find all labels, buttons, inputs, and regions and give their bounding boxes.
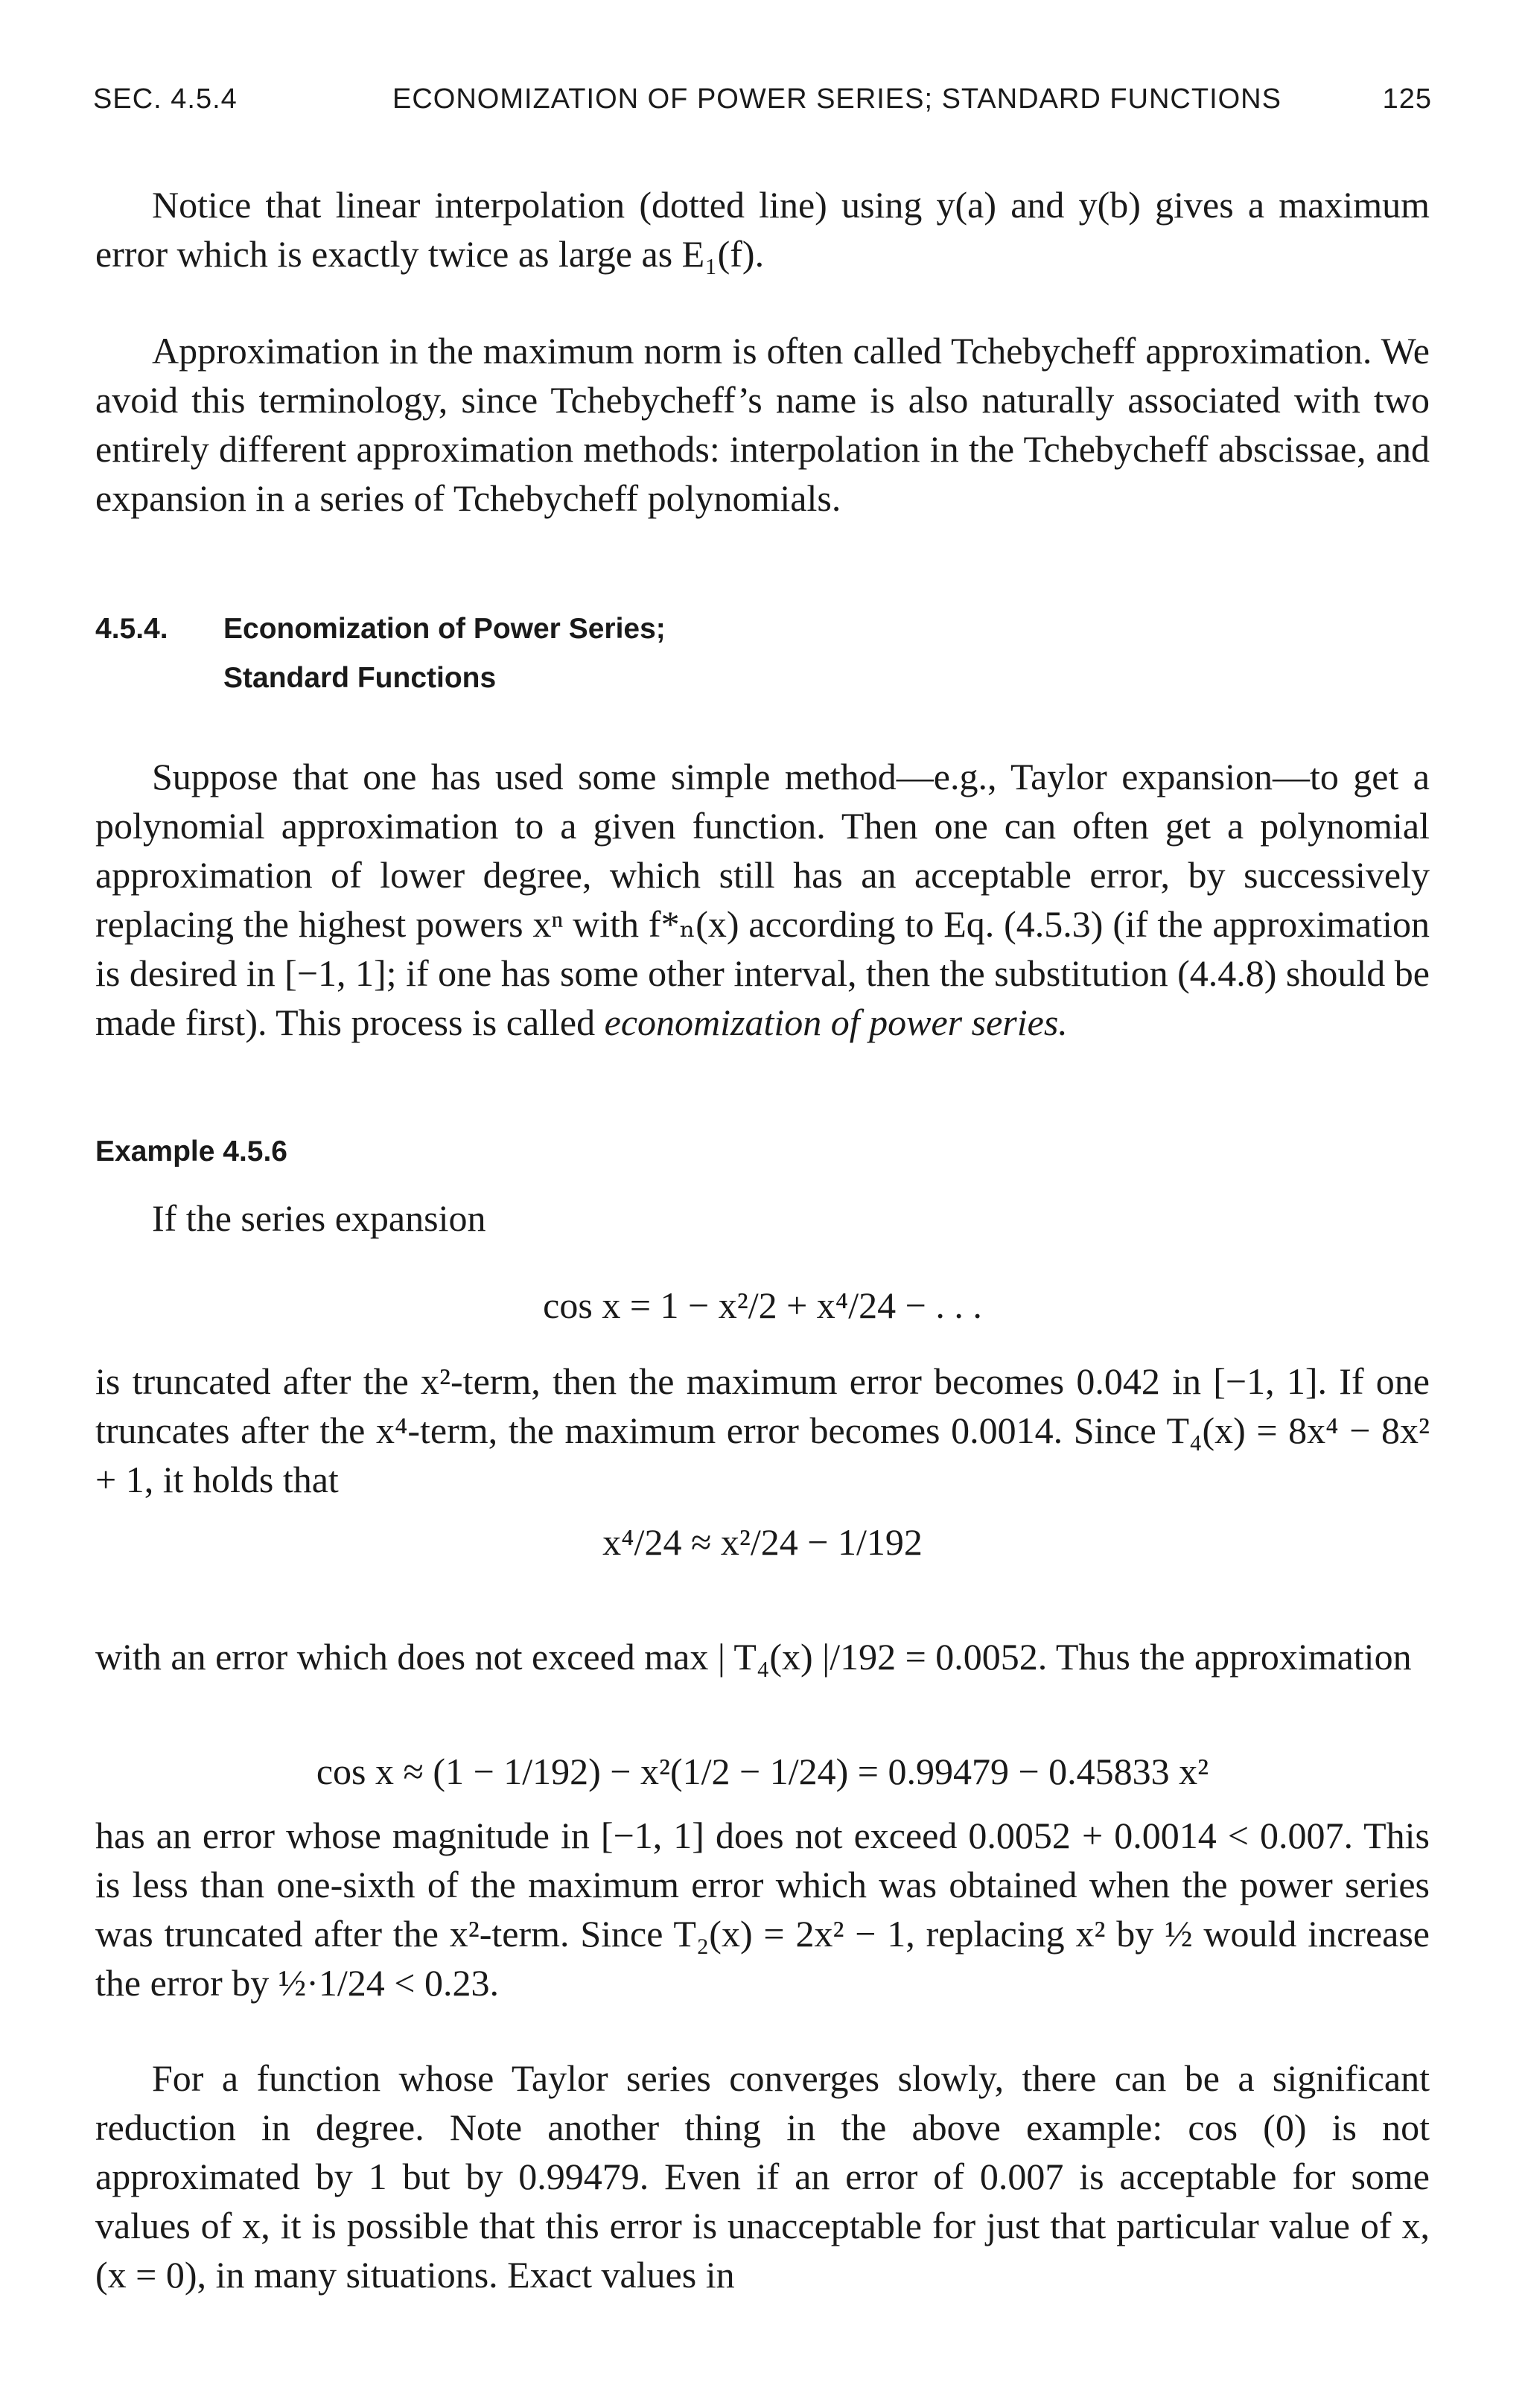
paragraph-economization [95, 752, 1430, 1047]
economization-text: Suppose that one has used some simple method—e.g., Taylor expansion—to get a polynomial approximation to a given function. Then one can often get a polynomial approximation of lower degree, which still has an acceptable error, by successively replacing the highest powers xⁿ with f*ₙ(x) according to Eq. (4.5.3) (if the approximation is desired in [−1, 1]; if one has some other interval, then the substitution (4.4.8) should be made first). This process is called [95, 756, 1430, 1043]
example-label: Example 4.5.6 [95, 1135, 287, 1168]
section-number: 4.5.4. [95, 613, 168, 645]
paragraph-linear-interpolation: Notice that linear interpolation (dotted line) using y(a) and y(b) gives a maximum error which is exactly twice as large as E₁(f). [95, 184, 1430, 275]
paragraph-taylor-slow: For a function whose Taylor series converges slowly, there can be a significant reduction in degree. Note another thing in the above example: cos (0) is not approximated by 1 but by 0.99479. Even if an error of 0.007 is acceptable for some values of x, it is possible that this error is unacceptable for just that particular value of x, (x = 0), in many situations. Exact values in [95, 2057, 1430, 2296]
equation-cos-approx: cos x ≈ (1 − 1/192) − x²(1/2 − 1/24) = 0.99479 − 0.45833 x² [316, 1751, 1209, 1792]
example-paragraph-error: with an error which does not exceed max | T₄(x) |/192 = 0.0052. Thus the approximation [95, 1636, 1412, 1678]
paragraph-tchebycheff: Approximation in the maximum norm is often called Tchebycheff approximation. We avoid this terminology, since Tchebycheff’s name is also naturally associated with two entirely different approximation methods: interpolation in the Tchebycheff abscissae, and expansion in a series of Tchebycheff polynomials. [95, 330, 1430, 519]
equation-x4-approx: x⁴/24 ≈ x²/24 − 1/192 [602, 1521, 923, 1563]
section-heading [95, 605, 666, 703]
example-paragraph-magnitude: has an error whose magnitude in [−1, 1] does not exceed 0.0052 + 0.0014 < 0.007. This is less than one-sixth of the maximum error which was obtained when the power series was truncated after the x²-term. Since T₂(x) = 2x² − 1, replacing x² by ½ would increase the error by ½·1/24 < 0.23. [95, 1815, 1430, 2004]
page-number: 125 [1382, 83, 1432, 115]
example-intro: If the series expansion [152, 1197, 486, 1239]
equation-cos-series: cos x = 1 − x²/2 + x⁴/24 − . . . [543, 1284, 982, 1326]
example-paragraph-truncation: is truncated after the x²-term, then the maximum error becomes 0.042 in [−1, 1]. If one truncates after the x⁴-term, the maximum error becomes 0.0014. Since T₄(x) = 8x⁴ − 8x² + 1, it holds that [95, 1360, 1430, 1500]
economization-term: economization of power series. [604, 1001, 1068, 1043]
header-title: ECONOMIZATION OF POWER SERIES; STANDARD FUNCTIONS [392, 83, 1282, 115]
section-title-line2: Standard Functions [223, 662, 497, 694]
header-section: SEC. 4.5.4 [93, 83, 238, 115]
section-title-line1: Economization of Power Series; [223, 613, 666, 645]
